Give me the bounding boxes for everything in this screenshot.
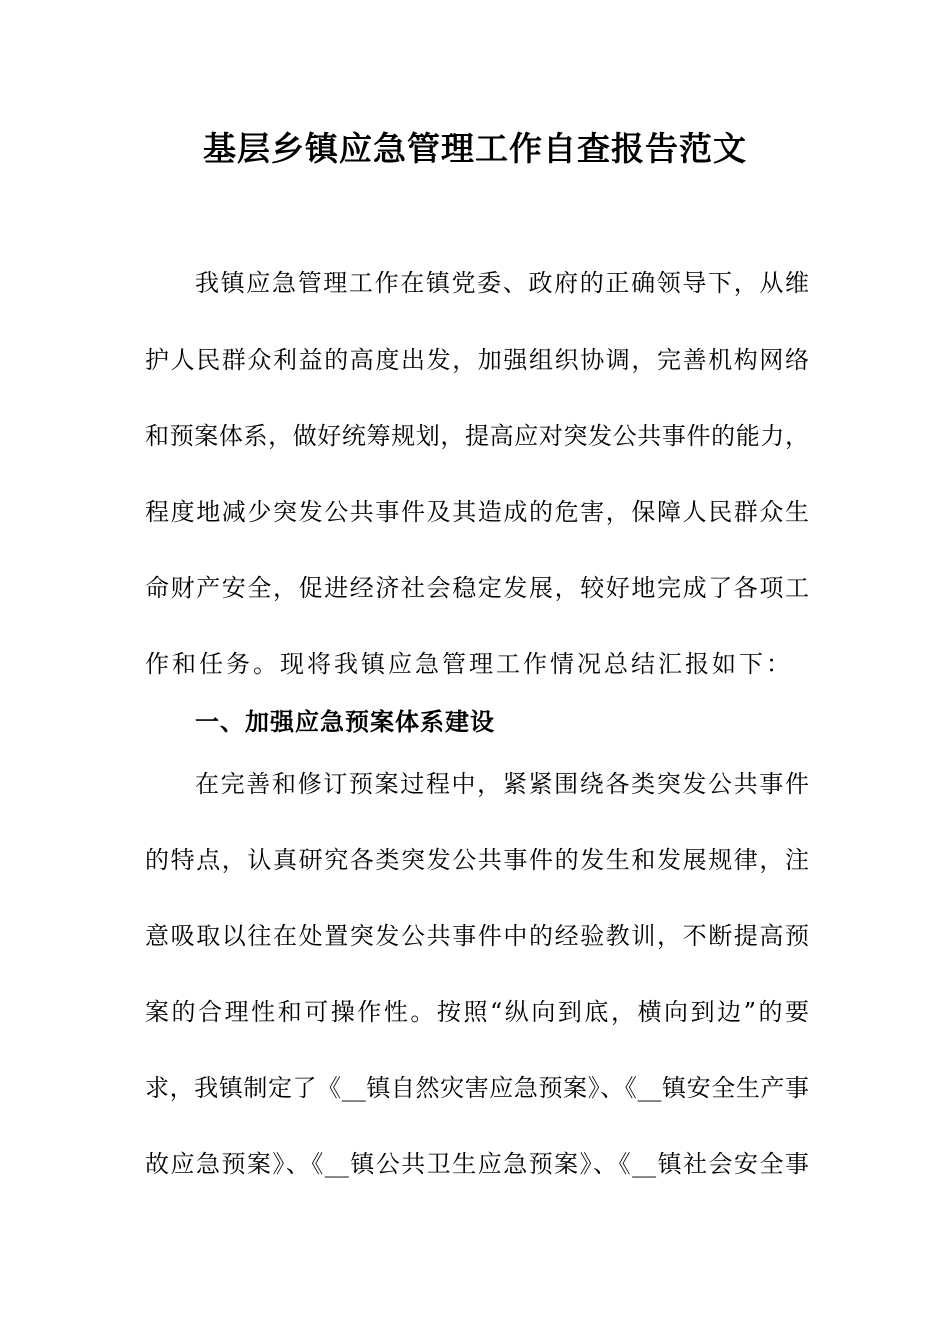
paragraph-line: 命财产安全，促进经济社会稳定发展，较好地完成了各项工 <box>145 574 809 602</box>
paragraph-line: 故应急预案》、《__镇公共卫生应急预案》、《__镇社会安全事 <box>145 1150 809 1178</box>
section-heading: 一、加强应急预案体系建设 <box>195 708 495 736</box>
document-title: 基层乡镇应急管理工作自查报告范文 <box>203 129 747 168</box>
paragraph-line: 的特点，认真研究各类突发公共事件的发生和发展规律，注 <box>145 846 809 874</box>
paragraph-line: 护人民群众利益的高度出发，加强组织协调，完善机构网络 <box>145 346 809 374</box>
paragraph-line: 和预案体系，做好统筹规划，提高应对突发公共事件的能力， <box>145 422 809 450</box>
paragraph-line: 作和任务。现将我镇应急管理工作情况总结汇报如下： <box>145 650 793 678</box>
paragraph-line: 意吸取以往在处置突发公共事件中的经验教训，不断提高预 <box>145 922 809 950</box>
paragraph-line: 我镇应急管理工作在镇党委、政府的正确领导下，从维 <box>195 269 809 297</box>
paragraph-line: 程度地减少突发公共事件及其造成的危害，保障人民群众生 <box>145 498 809 526</box>
paragraph-line: 案的合理性和可操作性。按照“纵向到底，横向到边”的要 <box>145 998 809 1026</box>
paragraph-line: 在完善和修订预案过程中，紧紧围绕各类突发公共事件 <box>195 770 809 798</box>
paragraph-line: 求，我镇制定了《__镇自然灾害应急预案》、《__镇安全生产事 <box>145 1074 809 1102</box>
